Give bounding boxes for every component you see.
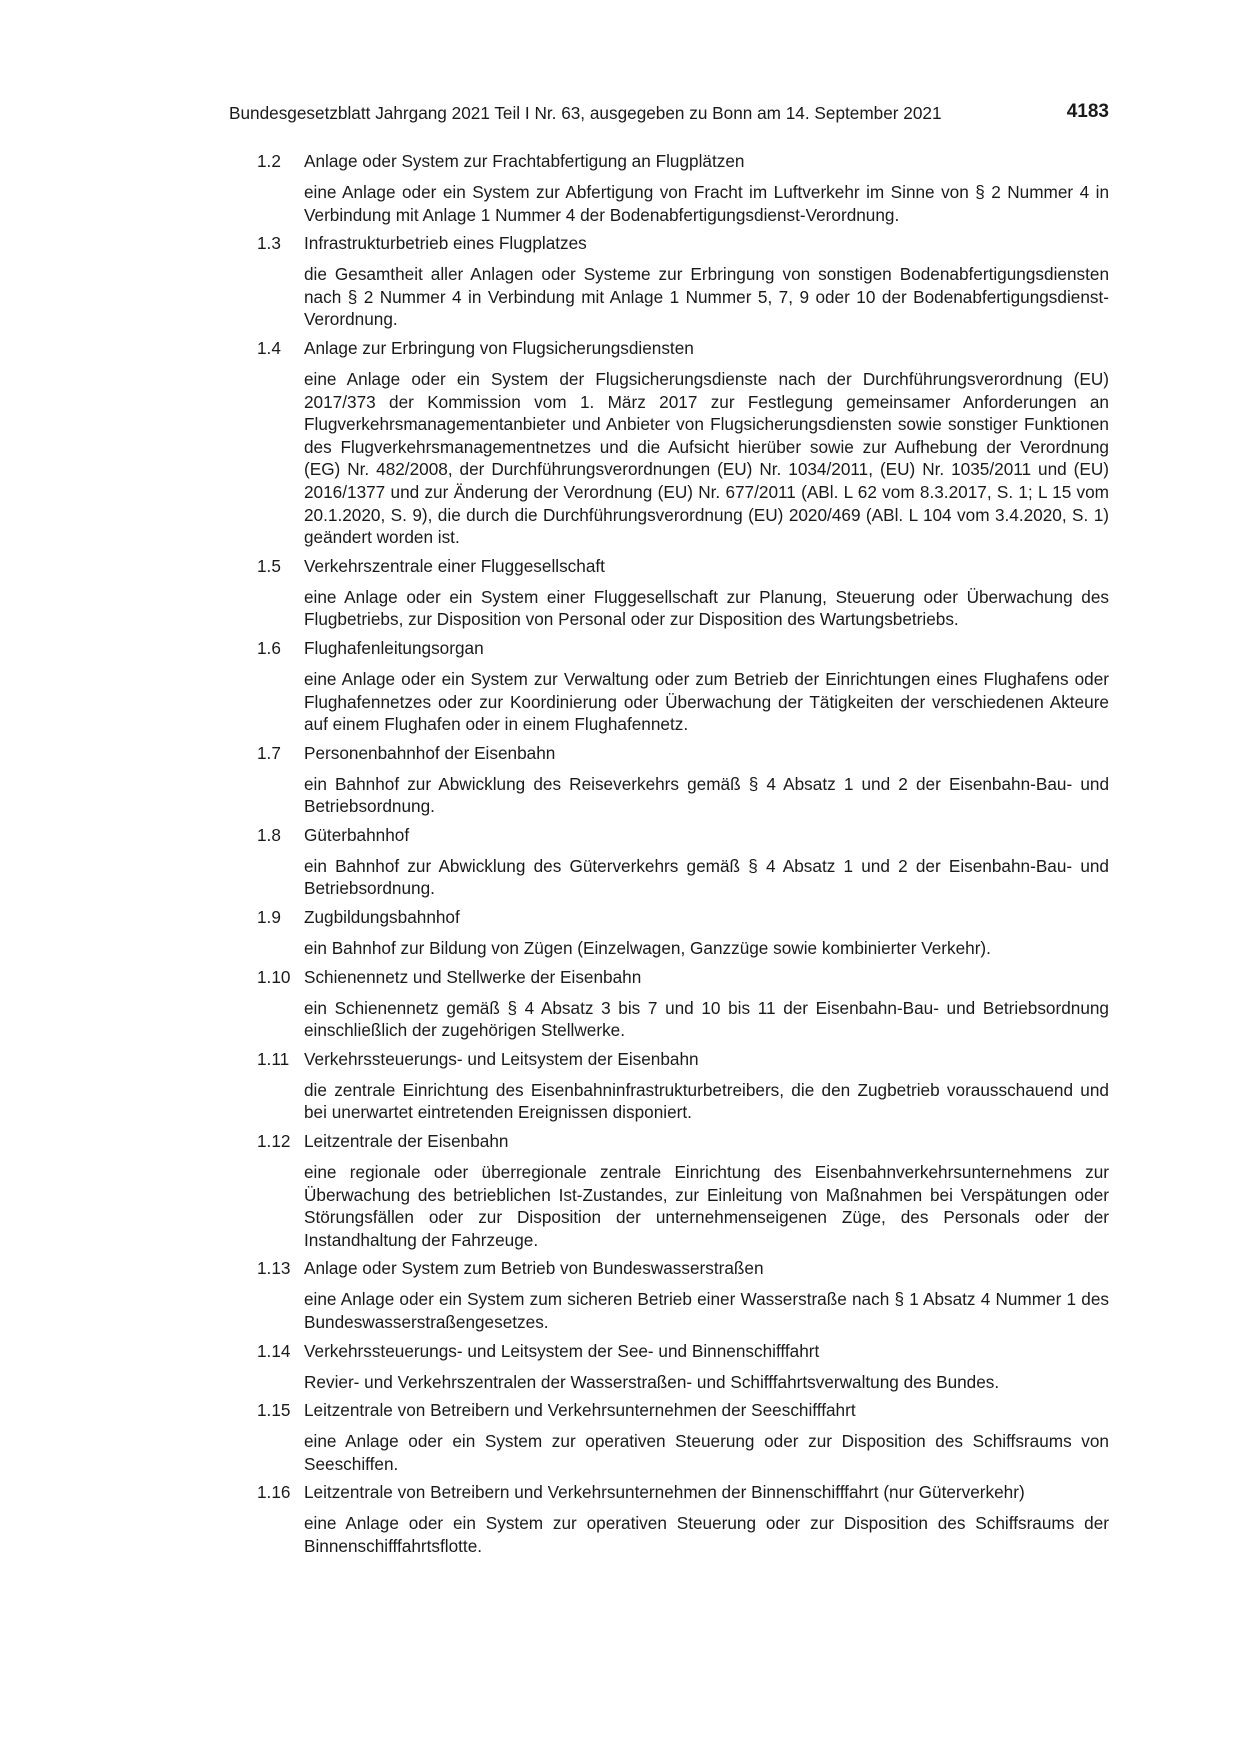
entry-description: ein Bahnhof zur Bildung von Zügen (Einzelwagen, Ganzzüge sowie kombinierter Verkehr).	[304, 938, 991, 959]
entry-1-13	[257, 1257, 1109, 1333]
entry-title: Personenbahnhof der Eisenbahn	[304, 742, 556, 763]
entry-description: eine Anlage oder ein System zur operativen Steuerung oder zur Disposition des Schiffsraums von Seeschiffen.	[304, 1431, 1109, 1474]
entry-1-8	[257, 824, 1109, 900]
entry-description: eine Anlage oder ein System einer Fluggesellschaft zur Planung, Steuerung oder Überwachung des Flugbetriebs, zur Disposition von Personal oder zur Disposition des Wartungsbetriebs.	[304, 586, 1109, 630]
entry-1-14	[257, 1340, 1109, 1394]
entry-title: Verkehrssteuerungs- und Leitsystem der Eisenbahn	[304, 1048, 699, 1069]
entry-title: Anlage oder System zum Betrieb von Bundeswasserstraßen	[304, 1258, 764, 1279]
entry-number: 1.15	[257, 1400, 291, 1421]
entry-title: Anlage zur Erbringung von Flugsicherungsdiensten	[304, 337, 694, 358]
entry-title: Verkehrszentrale einer Fluggesellschaft	[304, 555, 605, 576]
entry-title: Leitzentrale der Eisenbahn	[304, 1131, 509, 1152]
entry-1-11	[257, 1048, 1109, 1124]
entry-description: ein Bahnhof zur Abwicklung des Reiseverkehrs gemäß § 4 Absatz 1 und 2 der Eisenbahn-Bau- und Betriebsordnung.	[304, 773, 1109, 817]
entry-1-3	[257, 232, 1109, 331]
entry-description: eine Anlage oder ein System der Flugsicherungsdienste nach der Durchführungsverordnung (EU) 2017/373 der Kommission vom 1. März 2017 zur Festlegung gemeinsamer Anforderungen an Flugverkehrsmanagementanbieter und Anbieter von Flugsicherungsdiensten sowie sonstiger Funktionen des Flugverkehrsmanagementnetzes und die Aufsicht hierüber sowie zur Aufhebung der Verordnung (EG) Nr. 482/2008, der Durchführungsverordnungen (EU) Nr. 1034/2011, (EU) Nr. 1035/2011 und (EU) 2016/1377 und zur Änderung der Verordnung (EU) Nr. 677/2011 (ABl. L 62 vom 8.3.2017, S. 1; L 15 vom 20.1.2020, S. 9), die durch die Durchführungsverordnung (EU) 2020/469 (ABl. L 104 vom 3.4.2020, S. 1) geändert worden ist.	[304, 368, 1109, 548]
entry-description: eine Anlage oder ein System zur Abfertigung von Fracht im Luftverkehr im Sinne von § 2 Nummer 4 in Verbindung mit Anlage 1 Nummer 4 der Bodenabfertigungsdienst-Verordnung.	[304, 182, 1109, 225]
entry-number: 1.5	[257, 555, 281, 576]
entry-number: 1.9	[257, 907, 281, 928]
entry-title: Anlage oder System zur Frachtabfertigung an Flugplätzen	[304, 151, 745, 171]
entry-1-9	[257, 906, 1109, 960]
entry-description: eine Anlage oder ein System zum sicheren Betrieb einer Wasserstraße nach § 1 Absatz 4 Nummer 1 des Bundeswasserstraßengesetzes.	[304, 1289, 1109, 1332]
entry-number: 1.6	[257, 637, 281, 658]
entry-number: 1.13	[257, 1258, 291, 1279]
entry-number: 1.2	[257, 151, 281, 171]
entry-title: Güterbahnhof	[304, 824, 410, 845]
entry-number: 1.8	[257, 824, 281, 845]
entry-number: 1.7	[257, 742, 281, 763]
entry-description: eine Anlage oder ein System zur Verwaltung oder zum Betrieb der Einrichtungen eines Flughafens oder Flughafennetzes oder zur Koordinierung oder Überwachung der Tätigkeiten der verschiedenen Akteure auf einem Flughafen oder in einem Flughafennetz.	[304, 668, 1109, 735]
page-header	[229, 100, 1109, 126]
entry-description: eine regionale oder überregionale zentrale Einrichtung des Eisenbahnverkehrsunternehmens zur Überwachung des betrieblichen Ist-Zustandes, zur Einleitung von Maßnahmen bei Verspätungen oder Störungsfällen oder zur Disposition der unternehmenseigenen Züge, des Personals oder der Instandhaltung der Fahrzeuge.	[304, 1162, 1109, 1250]
entry-1-2	[257, 150, 1109, 226]
entry-description: Revier- und Verkehrszentralen der Wasserstraßen- und Schifffahrtsverwaltung des Bundes.	[304, 1371, 1000, 1392]
entry-description: eine Anlage oder ein System zur operativen Steuerung oder zur Disposition des Schiffsraums der Binnenschifffahrtsflotte.	[304, 1513, 1109, 1556]
entry-description: ein Bahnhof zur Abwicklung des Güterverkehrs gemäß § 4 Absatz 1 und 2 der Eisenbahn-Bau- und Betriebsordnung.	[304, 855, 1109, 899]
entry-1-4	[257, 337, 1109, 549]
entry-title: Schienennetz und Stellwerke der Eisenbahn	[304, 966, 642, 987]
document-body	[257, 150, 1109, 1564]
entry-number: 1.11	[257, 1048, 290, 1069]
entry-title: Leitzentrale von Betreibern und Verkehrsunternehmen der Binnenschifffahrt (nur Güterverkehr)	[304, 1482, 1025, 1503]
page-number: 4183	[1066, 101, 1109, 122]
entry-description: die zentrale Einrichtung des Eisenbahninfrastrukturbetreibers, die den Zugbetrieb vorausschauend und bei unerwartet eintretenden Ereignissen disponiert.	[304, 1079, 1109, 1123]
entry-1-10	[257, 966, 1109, 1042]
entry-description: ein Schienennetz gemäß § 4 Absatz 3 bis 7 und 10 bis 11 der Eisenbahn-Bau- und Betriebsordnung einschließlich der zugehörigen Stellwerke.	[304, 997, 1109, 1041]
entry-1-12	[257, 1130, 1109, 1251]
entry-title: Infrastrukturbetrieb eines Flugplatzes	[304, 233, 587, 254]
entry-1-16	[257, 1481, 1109, 1557]
entry-number: 1.4	[257, 337, 281, 358]
entry-number: 1.10	[257, 966, 291, 987]
entry-description: die Gesamtheit aller Anlagen oder Systeme zur Erbringung von sonstigen Bodenabfertigungsdiensten nach § 2 Nummer 4 in Verbindung mit Anlage 1 Nummer 5, 7, 9 oder 10 der Bodenabfertigungsdienst-Verordnung.	[304, 264, 1109, 330]
entry-title: Flughafenleitungsorgan	[304, 637, 484, 658]
entry-number: 1.14	[257, 1340, 291, 1361]
entry-number: 1.3	[257, 233, 281, 254]
entry-title: Zugbildungsbahnhof	[304, 907, 460, 928]
entry-number: 1.16	[257, 1482, 291, 1503]
entry-1-7	[257, 742, 1109, 818]
entry-1-15	[257, 1399, 1109, 1475]
entry-title: Verkehrssteuerungs- und Leitsystem der See- und Binnenschifffahrt	[304, 1340, 820, 1361]
entry-1-5	[257, 555, 1109, 631]
entry-title: Leitzentrale von Betreibern und Verkehrsunternehmen der Seeschifffahrt	[304, 1400, 856, 1421]
running-header: Bundesgesetzblatt Jahrgang 2021 Teil I Nr. 63, ausgegeben zu Bonn am 14. September 2021	[229, 103, 942, 123]
entry-number: 1.12	[257, 1131, 291, 1152]
entry-1-6	[257, 637, 1109, 736]
